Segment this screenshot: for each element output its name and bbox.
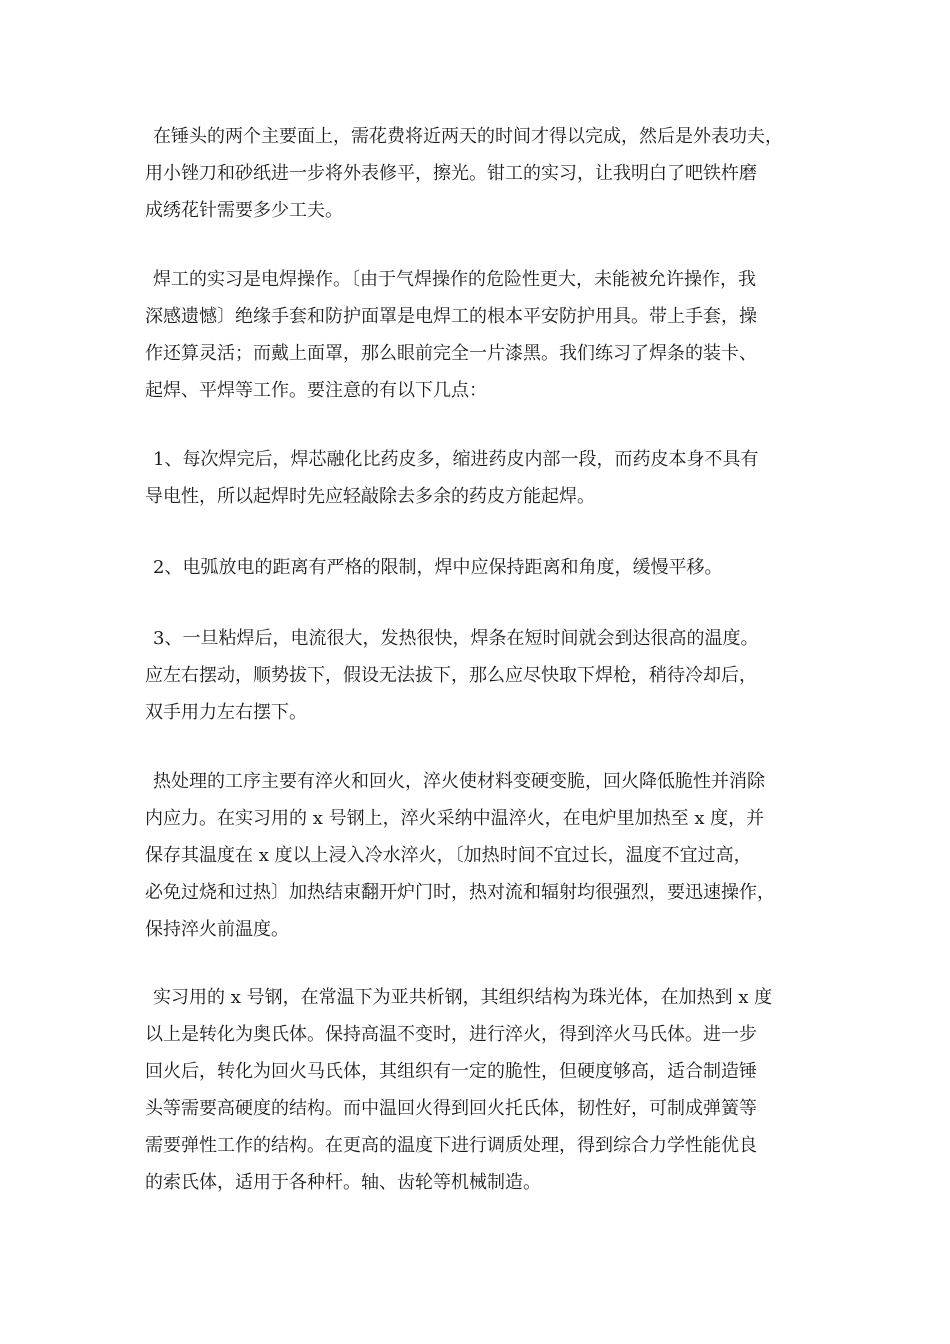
paragraph-welding-intro bbox=[145, 261, 815, 409]
text-line: 应左右摆动，顺势拔下，假设无法拔下，那么应尽快取下焊枪，稍待冷却后， bbox=[145, 665, 757, 686]
text-line: 作还算灵活；而戴上面罩，那么眼前完全一片漆黑。我们练习了焊条的装卡、 bbox=[145, 343, 757, 364]
text-line: 用小锉刀和砂纸进一步将外表修平，擦光。钳工的实习，让我明白了吧铁杵磨 bbox=[145, 163, 757, 184]
text-line: 深感遗憾〕绝缘手套和防护面罩是电焊工的根本平安防护用具。带上手套，操 bbox=[145, 306, 757, 327]
text-line: 3、一旦粘焊后，电流很大，发热很快，焊条在短时间就会到达很高的温度。 bbox=[153, 628, 759, 649]
text-line: 1、每次焊完后，焊芯融化比药皮多，缩进药皮内部一段，而药皮本身不具有 bbox=[153, 449, 759, 470]
text-line: 保存其温度在 x 度以上浸入冷水淬火，〔加热时间不宜过长，温度不宜过高， bbox=[145, 845, 752, 866]
text-line: 双手用力左右摆下。 bbox=[145, 702, 307, 723]
text-line: 在锤头的两个主要面上，需花费将近两天的时间才得以完成，然后是外表功夫， bbox=[153, 126, 783, 147]
text-line: 以上是转化为奥氏体。保持高温不变时，进行淬火，得到淬火马氏体。进一步 bbox=[145, 1024, 757, 1045]
paragraph-welding-point-2 bbox=[145, 549, 815, 586]
text-line: 必免过烧和过热〕加热结束翻开炉门时，热对流和辐射均很强烈，要迅速操作， bbox=[145, 882, 775, 903]
paragraph-welding-point-3 bbox=[145, 620, 815, 731]
text-line: 头等需要高硬度的结构。而中温回火得到回火托氏体，韧性好，可制成弹簧等 bbox=[145, 1098, 757, 1119]
text-line: 导电性，所以起焊时先应轻敲除去多余的药皮方能起焊。 bbox=[145, 486, 595, 507]
text-line: 焊工的实习是电焊操作。〔由于气焊操作的危险性更大，未能被允许操作，我 bbox=[153, 269, 756, 290]
text-line: 实习用的 x 号钢，在常温下为亚共析钢，其组织结构为珠光体，在加热到 x 度 bbox=[153, 987, 773, 1008]
text-line: 2、电弧放电的距离有严格的限制，焊中应保持距离和角度，缓慢平移。 bbox=[153, 557, 723, 578]
text-line: 保持淬火前温度。 bbox=[145, 919, 289, 940]
text-line: 成绣花针需要多少工夫。 bbox=[145, 200, 343, 221]
paragraph-heat-treatment bbox=[145, 763, 815, 948]
text-line: 内应力。在实习用的 x 号钢上，淬火采纳中温淬火，在电炉里加热至 x 度，并 bbox=[145, 808, 765, 829]
text-line: 热处理的工序主要有淬火和回火，淬火使材料变硬变脆，回火降低脆性并消除 bbox=[153, 771, 765, 792]
text-line: 回火后，转化为回火马氏体，其组织有一定的脆性，但硬度够高，适合制造锤 bbox=[145, 1061, 757, 1082]
paragraph-steel-structure bbox=[145, 979, 815, 1201]
paragraph-hammer-finishing bbox=[145, 118, 815, 229]
text-line: 需要弹性工作的结构。在更高的温度下进行调质处理，得到综合力学性能优良 bbox=[145, 1135, 757, 1156]
paragraph-welding-point-1 bbox=[145, 441, 815, 515]
text-line: 起焊、平焊等工作。要注意的有以下几点： bbox=[145, 380, 487, 401]
text-line: 的索氏体，适用于各种杆。轴、齿轮等机械制造。 bbox=[145, 1172, 541, 1193]
